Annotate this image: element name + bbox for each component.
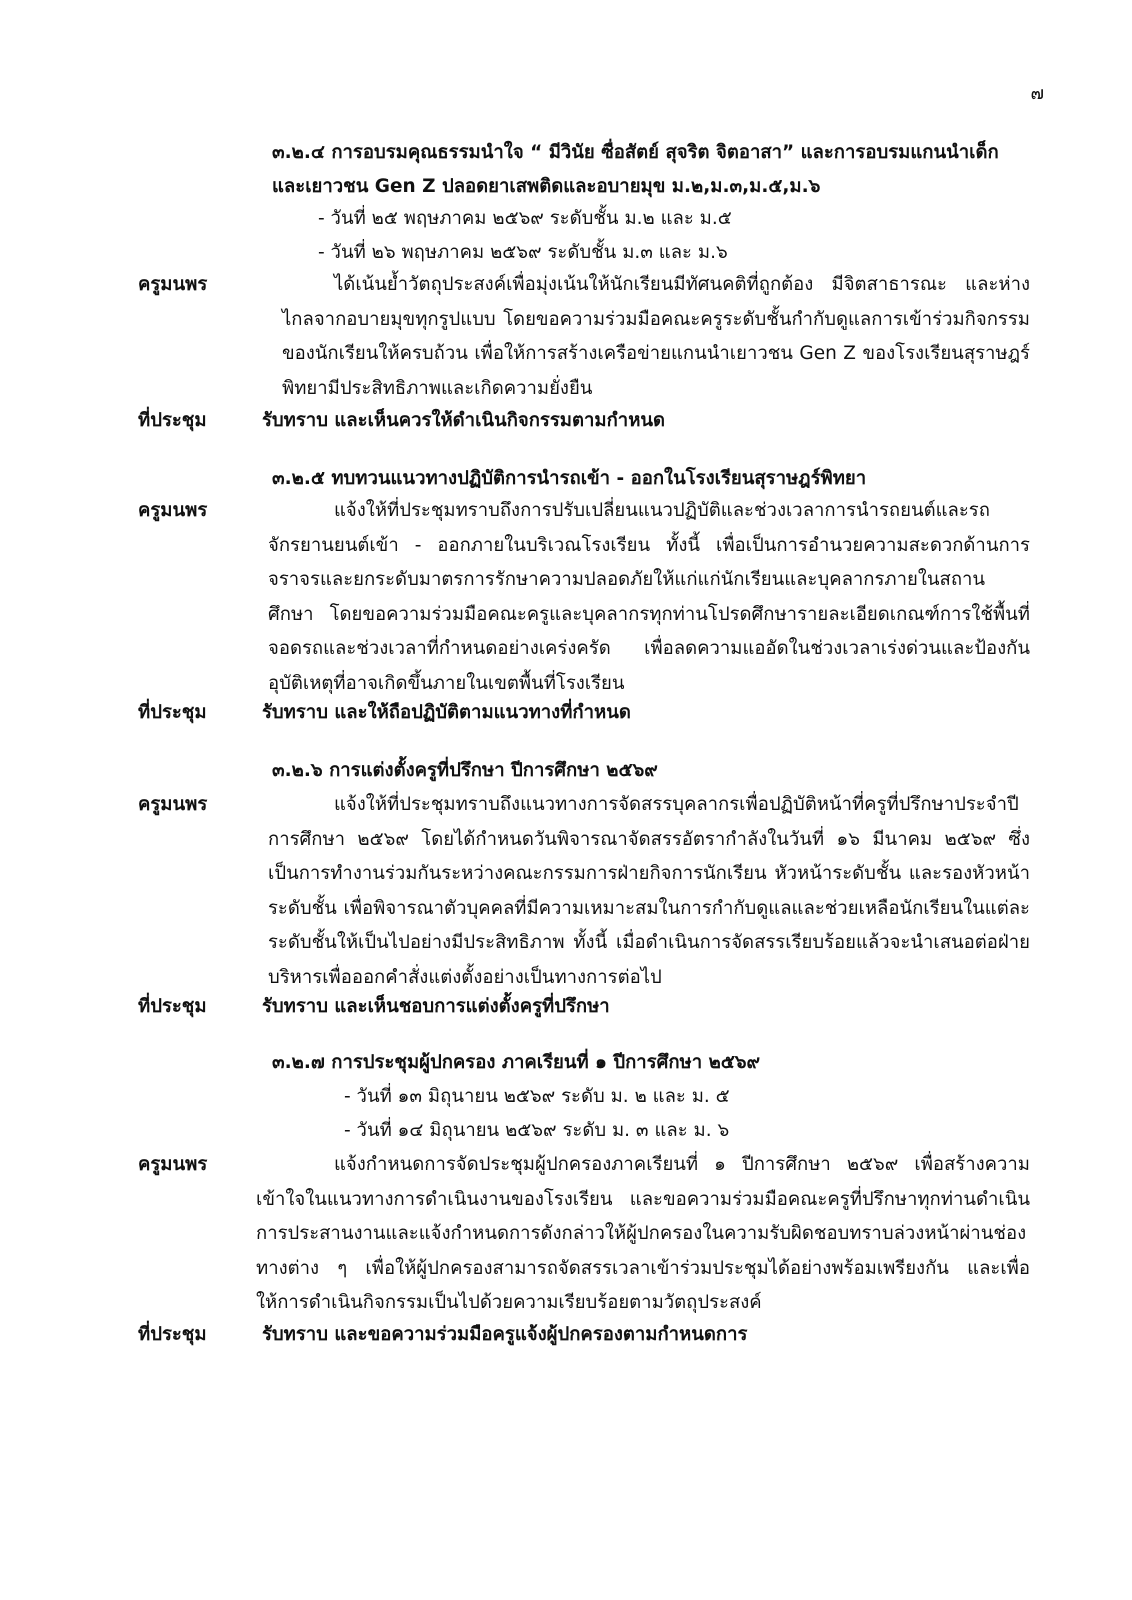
speaker-label: ครูมนพร	[138, 500, 208, 521]
section-body: แจ้งกำหนดการจัดประชุมผู้ปกครองภาคเรียนที่ ๑ ปีการศึกษา ๒๕๖๙ เพื่อสร้างความเข้าใจในแนวทางการดำเนินงานของโรงเรียน และขอความร่วมมือคณะครูที่ปรึกษาทุกท่านดำเนินการประสานงานและแจ้งกำหนดการดังกล่าวให้ผู้ปกครองในความรับผิดชอบทราบล่วงหน้าผ่านช่องทางต่าง ๆ เพื่อให้ผู้ปกครองสามารถจัดสรรเวลาเข้าร่วมประชุมได้อย่างพร้อมเพรียงกัน และเพื่อให้การดำเนินกิจกรรมเป็นไปด้วยความเรียบร้อยตามวัตถุประสงค์	[256, 1154, 1030, 1313]
section-title: ๓.๒.๕ ทบทวนแนวทางปฏิบัติการนำรถเข้า - ออกในโรงเรียนสุราษฎร์พิทยา	[272, 468, 867, 489]
schedule-date: - วันที่ ๒๖ พฤษภาคม ๒๕๖๙ ระดับชั้น ม.๓ และ ม.๖	[318, 242, 728, 263]
resolution-label: ที่ประชุม	[138, 702, 207, 723]
page-number: ๗	[1030, 83, 1044, 104]
schedule-date: - วันที่ ๑๓ มิถุนายน ๒๕๖๙ ระดับ ม. ๒ และ ม. ๕	[344, 1086, 730, 1107]
speaker-label: ครูมนพร	[138, 1154, 208, 1175]
speaker-label: ครูมนพร	[138, 274, 208, 295]
section-title-continued: และเยาวชน Gen Z ปลอดยาเสพติดและอบายมุข ม.๒,ม.๓,ม.๕,ม.๖	[272, 176, 821, 197]
schedule-date: - วันที่ ๒๕ พฤษภาคม ๒๕๖๙ ระดับชั้น ม.๒ และ ม.๕	[318, 208, 732, 229]
section-title: ๓.๒.๔ การอบรมคุณธรรมนำใจ “ มีวินัย ซื่อสัตย์ สุจริต จิตอาสา” และการอบรมแกนนำเด็ก	[272, 142, 999, 163]
section-body: แจ้งให้ที่ประชุมทราบถึงแนวทางการจัดสรรบุคลากรเพื่อปฏิบัติหน้าที่ครูที่ปรึกษาประจำปีการศึกษา ๒๕๖๙ โดยได้กำหนดวันพิจารณาจัดสรรอัตรากำลังในวันที่ ๑๖ มีนาคม ๒๕๖๙ ซึ่งเป็นการทำงานร่วมกันระหว่างคณะกรรมการฝ่ายกิจการนักเรียน หัวหน้าระดับชั้น และรองหัวหน้าระดับชั้น เพื่อพิจารณาตัวบุคคลที่มีความเหมาะสมในการกำกับดูแลและช่วยเหลือนักเรียนในแต่ละระดับชั้นให้เป็นไปอย่างมีประสิทธิภาพ ทั้งนี้ เมื่อดำเนินการจัดสรรเรียบร้อยแล้วจะนำเสนอต่อฝ่ายบริหารเพื่อออกคำสั่งแต่งตั้งอย่างเป็นทางการต่อไป	[268, 794, 1030, 988]
resolution-text: รับทราบ และให้ถือปฏิบัติตามแนวทางที่กำหนด	[262, 702, 631, 723]
section-body: แจ้งให้ที่ประชุมทราบถึงการปรับเปลี่ยนแนวปฏิบัติและช่วงเวลาการนำรถยนต์และรถจักรยานยนต์เข้า - ออกภายในบริเวณโรงเรียน ทั้งนี้ เพื่อเป็นการอำนวยความสะดวกด้านการจราจรและยกระดับมาตรการรักษาความปลอดภัยให้แก่แก่นักเรียนและบุคลากรภายในสถานศึกษา โดยขอความร่วมมือคณะครูและบุคลากรทุกท่านโปรดศึกษารายละเอียดเกณฑ์การใช้พื้นที่จอดรถและช่วงเวลาที่กำหนดอย่างเคร่งครัด เพื่อลดความแออัดในช่วงเวลาเร่งด่วนและป้องกันอุบัติเหตุที่อาจเกิดขึ้นภายในเขตพื้นที่โรงเรียน	[268, 500, 1030, 694]
section-title: ๓.๒.๖ การแต่งตั้งครูที่ปรึกษา ปีการศึกษา ๒๕๖๙	[272, 760, 658, 781]
resolution-label: ที่ประชุม	[138, 996, 207, 1017]
section-body: ได้เน้นย้ำวัตถุประสงค์เพื่อมุ่งเน้นให้นักเรียนมีทัศนคติที่ถูกต้อง มีจิตสาธารณะ และห่างไกลจากอบายมุขทุกรูปแบบ โดยขอความร่วมมือคณะครูระดับชั้นกำกับดูแลการเข้าร่วมกิจกรรมของนักเรียนให้ครบถ้วน เพื่อให้การสร้างเครือข่ายแกนนำเยาวชน Gen Z ของโรงเรียนสุราษฎร์พิทยามีประสิทธิภาพและเกิดความยั่งยืน	[282, 274, 1030, 399]
resolution-text: รับทราบ และขอความร่วมมือครูแจ้งผู้ปกครองตามกำหนดการ	[262, 1324, 748, 1345]
speaker-label: ครูมนพร	[138, 794, 208, 815]
section-title: ๓.๒.๗ การประชุมผู้ปกครอง ภาคเรียนที่ ๑ ปีการศึกษา ๒๕๖๙	[272, 1052, 761, 1073]
resolution-text: รับทราบ และเห็นชอบการแต่งตั้งครูที่ปรึกษา	[262, 996, 610, 1017]
resolution-label: ที่ประชุม	[138, 410, 207, 431]
resolution-text: รับทราบ และเห็นควรให้ดำเนินกิจกรรมตามกำหนด	[262, 410, 666, 431]
resolution-label: ที่ประชุม	[138, 1324, 207, 1345]
schedule-date: - วันที่ ๑๔ มิถุนายน ๒๕๖๙ ระดับ ม. ๓ และ ม. ๖	[344, 1120, 730, 1141]
